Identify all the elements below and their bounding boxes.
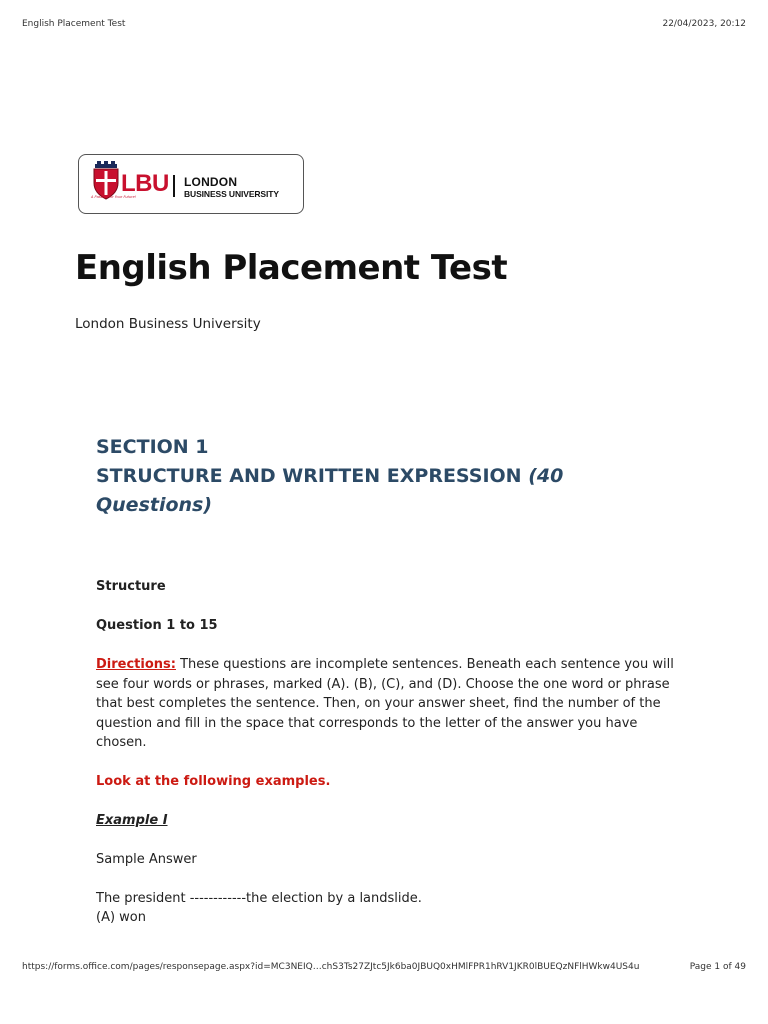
section-number: SECTION 1 bbox=[96, 436, 209, 458]
example-option-a: (A) won bbox=[96, 910, 146, 925]
logo-name-line1: LONDON bbox=[184, 175, 238, 189]
print-header bbox=[22, 19, 746, 33]
print-header-title: English Placement Test bbox=[22, 19, 126, 29]
print-footer bbox=[22, 962, 746, 976]
directions-text: These questions are incomplete sentences. Beneath each sentence you will see four words or phrases, marked (A). (B), (C), and (D). Choose the one word or phrase that best completes the sentence. Then, on your answer sheet, find the number of the question and fill in the space that corresponds to the letter of the answer you have chosen. bbox=[96, 657, 674, 751]
example-sentence: The president ------------the election by a landslide. bbox=[96, 891, 422, 906]
example-label: Example I bbox=[96, 813, 168, 828]
question-range: Question 1 to 15 bbox=[96, 618, 218, 633]
print-footer-page: Page 1 of 49 bbox=[689, 962, 746, 972]
logo-tagline: A Passion for Your Future! bbox=[91, 195, 137, 199]
logo-name-line2: BUSINESS UNIVERSITY bbox=[184, 189, 279, 199]
directions-label: Directions: bbox=[96, 657, 176, 672]
print-header-datetime: 22/04/2023, 20:12 bbox=[662, 19, 746, 29]
directions bbox=[96, 655, 676, 753]
examples-intro: Look at the following examples. bbox=[96, 774, 331, 789]
form-title: English Placement Test bbox=[75, 248, 508, 288]
part-label: Structure bbox=[96, 579, 166, 594]
sample-answer: Sample Answer bbox=[96, 852, 197, 867]
section-heading bbox=[96, 433, 656, 520]
logo-divider bbox=[173, 175, 175, 197]
form-subtitle: London Business University bbox=[75, 316, 261, 332]
university-logo bbox=[78, 154, 304, 214]
section-name: STRUCTURE AND WRITTEN EXPRESSION bbox=[96, 465, 522, 487]
logo-abbrev: LBU bbox=[121, 170, 169, 197]
section-question-count: (40 Questions) bbox=[96, 465, 564, 516]
print-footer-url: https://forms.office.com/pages/responsepage.aspx?id=MC3NEIQ…chS3Ts27ZJtc5Jk6ba0JBUQ0xHMlFPR1hRV1JKR0lBUEQzNFlHWkw4US4u bbox=[22, 962, 640, 972]
